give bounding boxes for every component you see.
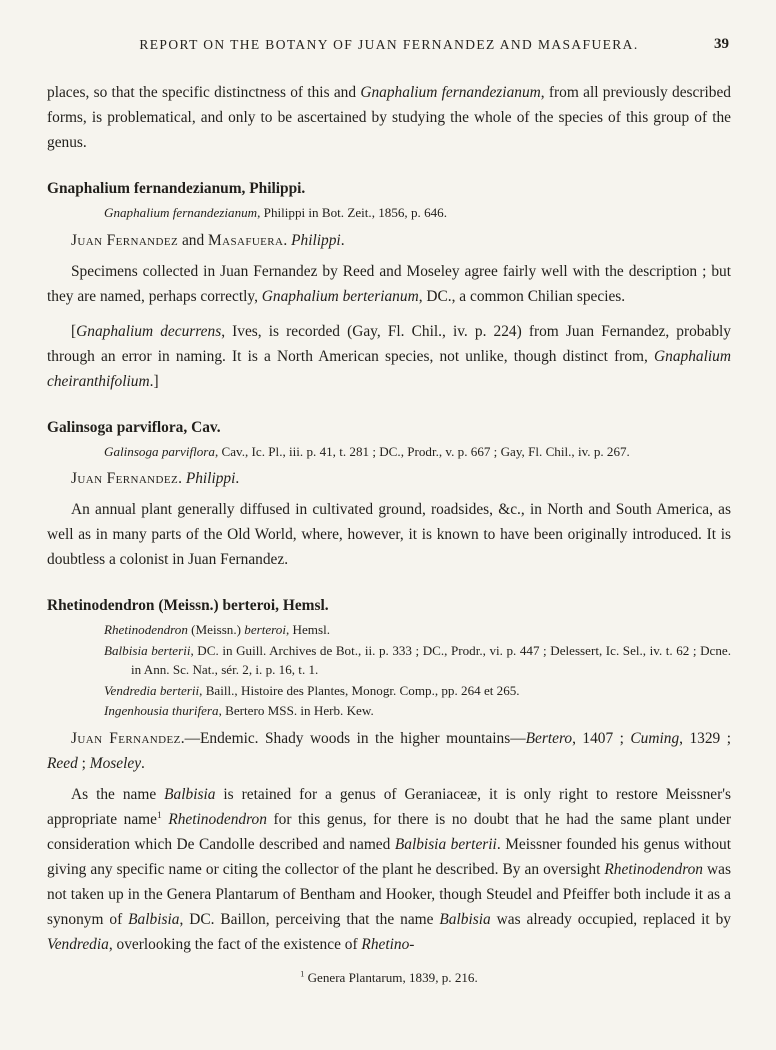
superscript-marker: 1 [156, 809, 162, 821]
text-run: and [178, 231, 209, 249]
text-run: As the name [71, 785, 165, 803]
locality-line-gnaphalium [47, 228, 731, 253]
paragraph-rhetinodendron-discussion [47, 782, 731, 957]
smallcaps-text: Juan Fernandez [71, 470, 179, 487]
paragraph-decurrens-note [47, 319, 731, 394]
citation-line [47, 442, 731, 462]
text-run: , DC. Baillon, perceiving that the name [179, 910, 440, 928]
italic-text: Balbisia berterii [394, 835, 497, 853]
text-run: , overlooking the fact of the existence of [108, 935, 362, 953]
italic-text: Balbisia berterii [104, 642, 191, 658]
page-header [47, 36, 731, 56]
italic-text: berteroi [244, 622, 286, 637]
italic-text: Moseley [89, 754, 142, 772]
text-run: , Hemsl. [285, 622, 330, 637]
text-run: . [340, 231, 345, 249]
text-run: . [141, 754, 145, 772]
citation-line [47, 681, 731, 701]
species-heading-galinsoga-parviflora: Galinsoga parviflora, Cav. [47, 418, 221, 436]
italic-text: Gnaphalium cheiranthifolium [47, 347, 731, 390]
text-run: , 1329 ; [679, 729, 732, 747]
text-run: Specimens collected in Juan Fernandez by Reed and Moseley agree fairly well with the description ; but they are named, perhaps correctly, [47, 262, 731, 305]
text-run: Genera Plantarum, 1839, p. 216. [304, 969, 478, 985]
italic-text: Philippi [291, 231, 341, 249]
text-run: places, so that the specific distinctness of this and [47, 84, 361, 101]
locality-line-rhetinodendron [47, 726, 731, 776]
italic-text: Balbisia [439, 910, 491, 928]
text-run: . [178, 470, 186, 487]
italic-text: Rhetino- [361, 935, 415, 953]
smallcaps-text: Juan Fernandez [71, 231, 179, 249]
text-run: . [235, 470, 240, 487]
text-run: .—Endemic. Shady woods in the higher mountains— [180, 729, 526, 747]
italic-text: Gnaphalium fernandezianum [104, 205, 258, 220]
italic-text: Gnaphalium fernandezianum [360, 84, 541, 101]
text-run: , Ives, is recorded (Gay, Fl. Chil., iv. p. 224) from Juan Fernandez, probably through an error in naming. It is a North American species, not unlike, though distinct from, [47, 322, 731, 365]
text-run: , DC. in Guill. Archives de Bot., ii. p. 333 ; DC., Prodr., vi. p. 447 ; Delessert, Ic. Sel., iv. t. 62 ; Dcne. in Ann. Sc. Nat., sér. 2, i. p. 16, t. 1. [131, 642, 731, 677]
italic-text: Balbisia [164, 785, 216, 803]
text-run: , 1407 ; [572, 729, 631, 747]
superscript-marker: 1 [300, 969, 305, 979]
text-run: . Meissner founded his genus without giving any specific name or citing the collector of the plant he described. By an oversight [47, 835, 731, 878]
citation-line [47, 701, 731, 721]
text-run: (Meissn.) [187, 622, 245, 637]
text-run: . [283, 231, 292, 249]
citation-line [47, 203, 731, 223]
smallcaps-text: Juan Fernandez [71, 729, 181, 747]
paragraph-specimens [47, 259, 731, 309]
text-run: , from all previously described forms, is problematical, and only to be ascertained by studying the whole of the species of this group of the genus. [47, 84, 732, 151]
italic-text: Vendredia [47, 935, 109, 953]
text-run: [ [71, 322, 77, 340]
italic-text: Ingenhousia thurifera [104, 703, 219, 718]
running-title: REPORT ON THE BOTANY OF JUAN FERNANDEZ AND MASAFUERA. [139, 37, 639, 52]
italic-text: Balbisia [128, 910, 180, 928]
text-run: , Baill., Histoire des Plantes, Monogr. Comp., pp. 264 et 265. [199, 682, 520, 698]
smallcaps-text: Masafuera [208, 231, 284, 249]
italic-text: Rhetinodendron [604, 860, 704, 878]
text-run: was not taken up in the Genera Plantarum of Bentham and Hooker, though Steudel and Pfeiffer both include it as a synonym of [47, 860, 731, 928]
italic-text: Rhetinodendron [104, 622, 188, 637]
page-number: 39 [714, 36, 729, 52]
italic-text: Cuming [630, 729, 680, 747]
species-heading-gnaphalium-fernandezianum: Gnaphalium fernandezianum, Philippi. [47, 180, 306, 197]
paragraph-galinsoga-description [47, 497, 731, 572]
italic-text: Philippi [185, 470, 236, 487]
italic-text: Gnaphalium decurrens [76, 322, 222, 340]
text-run: , Cav., Ic. Pl., iii. p. 41, t. 281 ; DC., Prodr., v. p. 667 ; Gay, Fl. Chil., iv. p. 267. [214, 443, 630, 459]
italic-text: Vendredia berterii [104, 682, 200, 698]
text-run: is retained for a genus of Geraniaceæ, it is only right to restore Meissner's appropriate name [47, 785, 731, 828]
paragraph-continuation [47, 80, 731, 155]
italic-text: Bertero [525, 729, 573, 747]
footnote [47, 968, 731, 987]
text-run: for this genus, for there is no doubt that he had the same plant under consideration which De Candolle described and named [47, 810, 731, 853]
italic-text: Rhetinodendron [168, 810, 267, 828]
italic-text: Galinsoga parviflora [104, 443, 215, 459]
text-run: .] [149, 372, 159, 390]
text-run: , Bertero MSS. in Herb. Kew. [218, 703, 374, 718]
text-run: was already occupied, replaced it by [490, 910, 732, 928]
italic-text: Reed [47, 754, 78, 772]
text-run: ; [77, 754, 90, 772]
text-run: An annual plant generally diffused in cultivated ground, roadsides, &c., in North and South America, as well as in many parts of the Old World, where, however, it is known to have been originally introduced. It is doubtless a colonist in Juan Fernandez. [47, 501, 731, 568]
text-run: , DC., a common Chilian species. [418, 287, 626, 305]
text-run: , Philippi in Bot. Zeit., 1856, p. 646. [257, 205, 447, 220]
locality-line-galinsoga [47, 466, 731, 491]
page-body [47, 80, 731, 957]
citation-line [47, 620, 731, 640]
species-heading-rhetinodendron-berteroi: Rhetinodendron (Meissn.) berteroi, Hemsl. [47, 597, 329, 614]
citation-line [47, 641, 731, 680]
page-footer [47, 968, 731, 987]
italic-text: Gnaphalium berterianum [261, 287, 419, 305]
